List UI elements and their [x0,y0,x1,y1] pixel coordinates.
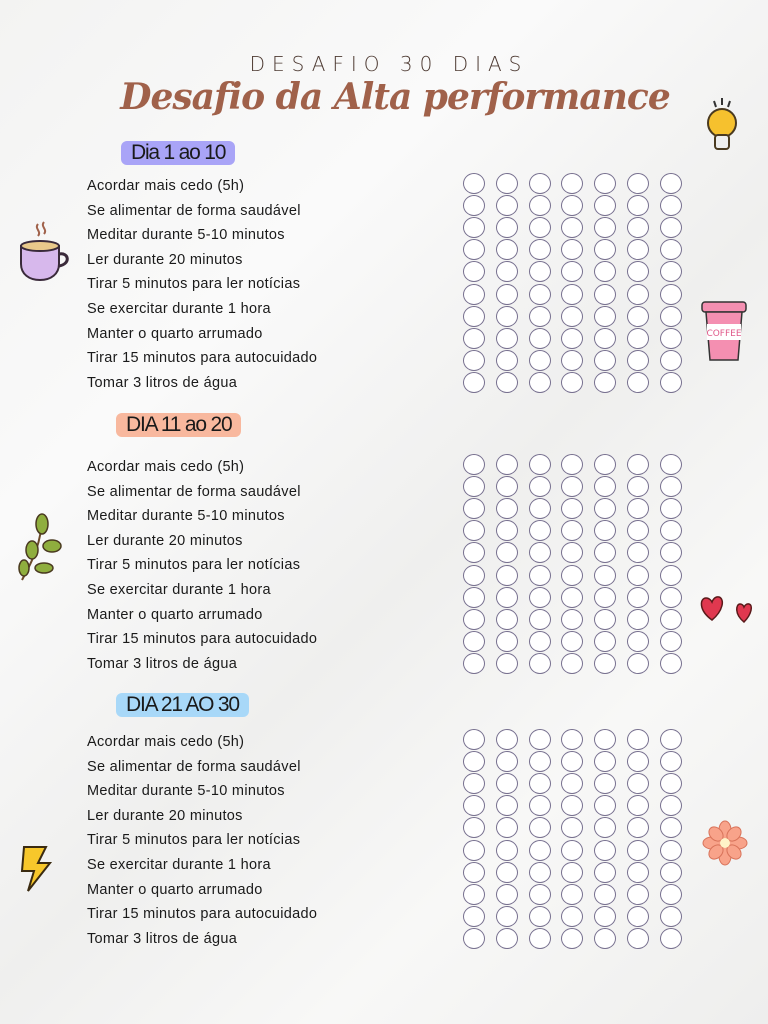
checkbox-circle[interactable] [594,542,616,563]
checkbox-circle[interactable] [561,195,583,216]
checkbox-circle[interactable] [594,928,616,949]
habit-list-1 [87,176,317,397]
checkbox-circle[interactable] [594,795,616,816]
checkbox-circle[interactable] [496,862,518,883]
checkbox-circle[interactable] [627,840,649,861]
checkbox-circle[interactable] [660,587,682,608]
checkbox-circle[interactable] [594,217,616,238]
checkbox-circle[interactable] [660,498,682,519]
checkbox-circle[interactable] [529,454,551,475]
checkbox-circle[interactable] [627,729,649,750]
checkbox-circle[interactable] [561,284,583,305]
checkbox-circle[interactable] [627,565,649,586]
coffee-cup-sticker-icon [698,298,752,366]
list-item: Manter o quarto arrumado [87,325,263,342]
checkbox-circle[interactable] [496,840,518,861]
checkbox-circle[interactable] [561,239,583,260]
checkbox-circle[interactable] [660,609,682,630]
checkbox-circle[interactable] [529,372,551,393]
checkbox-circle[interactable] [660,653,682,674]
checkbox-circle[interactable] [561,862,583,883]
checkbox-circle[interactable] [561,884,583,905]
checkbox-circle[interactable] [561,261,583,282]
subtitle: DESAFIO 30 DIAS [249,52,529,76]
checkbox-circle[interactable] [594,751,616,772]
checkbox-circle[interactable] [496,498,518,519]
checkbox-circle[interactable] [496,906,518,927]
checkbox-circle[interactable] [496,795,518,816]
list-item: Tirar 15 minutos para autocuidado [87,350,318,367]
checkbox-circle[interactable] [627,773,649,794]
list-item: Tomar 3 litros de água [87,655,238,672]
checkbox-circle[interactable] [496,217,518,238]
checkbox-circle[interactable] [496,587,518,608]
checkbox-circle[interactable] [660,328,682,349]
checkbox-circle[interactable] [660,476,682,497]
checkbox-circle[interactable] [561,817,583,838]
checkbox-circle[interactable] [529,306,551,327]
checkbox-circle[interactable] [463,773,485,794]
checkbox-circle[interactable] [594,195,616,216]
checkbox-circle[interactable] [529,195,551,216]
checkbox-circle[interactable] [561,609,583,630]
checkbox-circle[interactable] [529,498,551,519]
checkbox-circle[interactable] [627,372,649,393]
checkbox-circle[interactable] [496,306,518,327]
checkbox-circle[interactable] [627,751,649,772]
checkbox-circle[interactable] [529,631,551,652]
checkbox-circle[interactable] [529,173,551,194]
checkbox-circle[interactable] [660,565,682,586]
checkbox-circle[interactable] [529,217,551,238]
checkbox-circle[interactable] [496,284,518,305]
checkbox-circle[interactable] [561,372,583,393]
checkbox-circle[interactable] [496,773,518,794]
list-item: Meditar durante 5-10 minutos [87,508,285,525]
list-item: Tomar 3 litros de água [87,930,238,947]
checkbox-circle[interactable] [660,284,682,305]
checkbox-circle[interactable] [594,239,616,260]
checkbox-circle[interactable] [463,261,485,282]
checkbox-circle[interactable] [529,239,551,260]
checkbox-circle[interactable] [627,498,649,519]
checkbox-circle[interactable] [594,261,616,282]
checkbox-circle[interactable] [627,609,649,630]
list-item: Tirar 15 minutos para autocuidado [87,631,318,648]
checkbox-circle[interactable] [463,173,485,194]
checkbox-circle[interactable] [660,520,682,541]
checkbox-circle[interactable] [561,350,583,371]
checkbox-circle[interactable] [463,306,485,327]
checkbox-circle[interactable] [463,520,485,541]
list-item: Se exercitar durante 1 hora [87,581,271,598]
checkbox-circle[interactable] [496,372,518,393]
checkbox-circle[interactable] [463,817,485,838]
checkbox-circle[interactable] [463,795,485,816]
list-item: Manter o quarto arrumado [87,606,263,623]
checkbox-circle[interactable] [660,542,682,563]
checkbox-circle[interactable] [660,195,682,216]
checkbox-circle[interactable] [463,498,485,519]
checkbox-circle[interactable] [463,729,485,750]
section-badge-1: Dia 1 ao 10 [121,141,235,165]
checkbox-circle[interactable] [496,565,518,586]
checkbox-circle[interactable] [660,840,682,861]
checkbox-circle[interactable] [496,817,518,838]
checkbox-circle[interactable] [496,328,518,349]
checkbox-circle[interactable] [561,729,583,750]
checkbox-circle[interactable] [529,773,551,794]
checkbox-circle[interactable] [529,609,551,630]
checkbox-circle[interactable] [463,840,485,861]
list-item: Acordar mais cedo (5h) [87,734,245,750]
checkbox-circle[interactable] [660,795,682,816]
checkbox-circle[interactable] [594,350,616,371]
checkbox-circle[interactable] [529,840,551,861]
checkbox-circle[interactable] [561,520,583,541]
checkbox-circle[interactable] [660,862,682,883]
page-title: Desafio da Alta performance [120,76,670,118]
checkbox-circle[interactable] [529,520,551,541]
checkbox-circle[interactable] [463,542,485,563]
hearts-icon [696,590,758,626]
checkbox-circle[interactable] [463,906,485,927]
checkbox-circle[interactable] [463,284,485,305]
habit-list-3 [87,732,317,953]
checkbox-circle[interactable] [529,751,551,772]
checkbox-circle[interactable] [627,454,649,475]
checkbox-circle[interactable] [627,542,649,563]
checkbox-circle[interactable] [594,328,616,349]
checkbox-circle[interactable] [463,631,485,652]
checkbox-circle[interactable] [660,306,682,327]
checkbox-circle[interactable] [627,328,649,349]
list-item: Ler durante 20 minutos [87,532,243,549]
checkbox-circle[interactable] [561,565,583,586]
list-item: Acordar mais cedo (5h) [87,178,245,194]
list-item: Tirar 5 minutos para ler notícias [87,276,301,293]
checkbox-circle[interactable] [496,631,518,652]
list-item: Se exercitar durante 1 hora [87,300,271,317]
checkbox-circle[interactable] [529,906,551,927]
checkbox-circle[interactable] [627,476,649,497]
checkbox-circle[interactable] [561,773,583,794]
checkbox-circle[interactable] [561,306,583,327]
checkbox-circle[interactable] [496,729,518,750]
checkbox-circle[interactable] [561,542,583,563]
checkbox-circle[interactable] [561,498,583,519]
checkbox-circle[interactable] [463,609,485,630]
checkbox-circle[interactable] [463,454,485,475]
checkbox-circle[interactable] [627,587,649,608]
checkbox-circle[interactable] [561,173,583,194]
checkbox-circle[interactable] [594,587,616,608]
list-item: Se exercitar durante 1 hora [87,856,271,873]
checkbox-circle[interactable] [627,173,649,194]
checkbox-circle[interactable] [594,906,616,927]
list-item: Ler durante 20 minutos [87,807,243,824]
checkbox-circle[interactable] [660,751,682,772]
checkbox-circle[interactable] [594,306,616,327]
coffee-mug-icon [16,220,76,284]
checkbox-circle[interactable] [627,631,649,652]
list-item: Tomar 3 litros de água [87,374,238,391]
checkbox-circle[interactable] [496,751,518,772]
checkbox-circle[interactable] [627,261,649,282]
checkbox-circle[interactable] [463,587,485,608]
checkbox-circle[interactable] [496,350,518,371]
list-item: Meditar durante 5-10 minutos [87,783,285,800]
checkbox-circle[interactable] [529,542,551,563]
checkbox-circle[interactable] [463,884,485,905]
checkbox-circle[interactable] [594,862,616,883]
checkbox-circle[interactable] [496,542,518,563]
checkbox-circle[interactable] [529,817,551,838]
checkbox-circle[interactable] [496,928,518,949]
list-item: Se alimentar de forma saudável [87,483,301,500]
lightbulb-icon [700,95,746,155]
checkbox-circle[interactable] [496,239,518,260]
checkbox-circle[interactable] [496,261,518,282]
checkbox-circle[interactable] [627,817,649,838]
lightning-bolt-icon [18,843,54,895]
list-item: Tirar 5 minutos para ler notícias [87,557,301,574]
checkbox-circle[interactable] [463,217,485,238]
checkbox-circle[interactable] [660,928,682,949]
checkbox-circle[interactable] [561,476,583,497]
checkbox-circle[interactable] [627,239,649,260]
checkbox-circle[interactable] [594,817,616,838]
checkbox-circle[interactable] [463,239,485,260]
checkbox-circle[interactable] [627,795,649,816]
checkbox-circle[interactable] [496,476,518,497]
checkbox-circle[interactable] [561,653,583,674]
flower-icon [702,820,748,866]
checkbox-circle[interactable] [561,328,583,349]
checkbox-circle[interactable] [529,928,551,949]
list-item: Se alimentar de forma saudável [87,758,301,775]
checkbox-circle[interactable] [561,840,583,861]
checkbox-circle[interactable] [529,328,551,349]
checkbox-circle[interactable] [594,520,616,541]
checkbox-circle[interactable] [660,350,682,371]
checkbox-circle[interactable] [463,928,485,949]
checkbox-circle[interactable] [660,173,682,194]
checkbox-circle[interactable] [463,350,485,371]
checkbox-circle[interactable] [660,817,682,838]
checkbox-circle[interactable] [496,609,518,630]
checkbox-circle[interactable] [496,884,518,905]
checkbox-circle[interactable] [594,498,616,519]
checkbox-circle[interactable] [561,631,583,652]
list-item: Ler durante 20 minutos [87,251,243,268]
checkbox-circle[interactable] [529,884,551,905]
checkbox-circle[interactable] [594,840,616,861]
checkbox-circle[interactable] [660,773,682,794]
checkbox-circle[interactable] [594,773,616,794]
checkbox-circle[interactable] [529,261,551,282]
section-badge-2: DIA 11 ao 20 [116,413,241,437]
checkbox-circle[interactable] [627,653,649,674]
checkbox-circle[interactable] [496,520,518,541]
checkbox-circle[interactable] [594,173,616,194]
checkbox-circle[interactable] [463,751,485,772]
checkbox-circle[interactable] [660,729,682,750]
checkbox-circle[interactable] [561,587,583,608]
checkbox-circle[interactable] [627,217,649,238]
checkbox-circle[interactable] [660,906,682,927]
list-item: Meditar durante 5-10 minutos [87,227,285,244]
checkbox-circle[interactable] [529,284,551,305]
list-item: Tirar 5 minutos para ler notícias [87,832,301,849]
list-item: Manter o quarto arrumado [87,881,263,898]
checkbox-circle[interactable] [627,884,649,905]
checkbox-circle[interactable] [496,653,518,674]
checkbox-circle[interactable] [594,653,616,674]
checkbox-circle[interactable] [529,653,551,674]
checkbox-circle[interactable] [627,195,649,216]
checkbox-circle[interactable] [529,729,551,750]
checkbox-circle[interactable] [561,217,583,238]
leaf-branch-icon [14,512,64,584]
list-item: Se alimentar de forma saudável [87,202,301,219]
checkbox-circle[interactable] [660,884,682,905]
checkbox-circle[interactable] [660,239,682,260]
checkbox-circle[interactable] [627,906,649,927]
checkbox-circle[interactable] [627,306,649,327]
section-badge-3: DIA 21 AO 30 [116,693,249,717]
checkbox-circle[interactable] [529,565,551,586]
habit-list-2 [87,457,317,678]
checkbox-circle[interactable] [627,350,649,371]
checkbox-circle[interactable] [496,195,518,216]
list-item: Acordar mais cedo (5h) [87,459,245,475]
checkbox-circle[interactable] [463,565,485,586]
checkbox-circle[interactable] [594,609,616,630]
checkbox-circle[interactable] [561,751,583,772]
checkbox-circle[interactable] [660,372,682,393]
checkbox-circle[interactable] [660,631,682,652]
checkbox-circle[interactable] [594,454,616,475]
checkbox-circle[interactable] [627,928,649,949]
checkbox-circle[interactable] [660,217,682,238]
checkbox-circle[interactable] [627,862,649,883]
checkbox-circle[interactable] [529,862,551,883]
checkbox-circle[interactable] [660,454,682,475]
checkbox-circle[interactable] [594,729,616,750]
checkbox-circle[interactable] [561,795,583,816]
checkbox-circle[interactable] [463,653,485,674]
checkbox-circle[interactable] [627,520,649,541]
checkbox-circle[interactable] [463,328,485,349]
checkbox-circle[interactable] [660,261,682,282]
checkbox-circle[interactable] [529,587,551,608]
checkbox-circle[interactable] [561,928,583,949]
checkbox-circle[interactable] [594,476,616,497]
checkbox-circle[interactable] [594,372,616,393]
checkbox-circle[interactable] [561,906,583,927]
coffee-label: COFFEE [706,329,742,339]
checkbox-circle[interactable] [561,454,583,475]
checkbox-circle[interactable] [594,884,616,905]
checkbox-circle[interactable] [529,350,551,371]
checkbox-circle[interactable] [496,454,518,475]
checkbox-circle[interactable] [594,565,616,586]
list-item: Tirar 15 minutos para autocuidado [87,906,318,923]
checkbox-circle[interactable] [463,195,485,216]
checkbox-circle[interactable] [463,372,485,393]
checkbox-circle[interactable] [529,476,551,497]
checkbox-circle[interactable] [594,631,616,652]
checkbox-circle[interactable] [496,173,518,194]
checkbox-circle[interactable] [463,862,485,883]
checkbox-circle[interactable] [594,284,616,305]
checkbox-circle[interactable] [627,284,649,305]
checkbox-circle[interactable] [463,476,485,497]
checkbox-circle[interactable] [529,795,551,816]
